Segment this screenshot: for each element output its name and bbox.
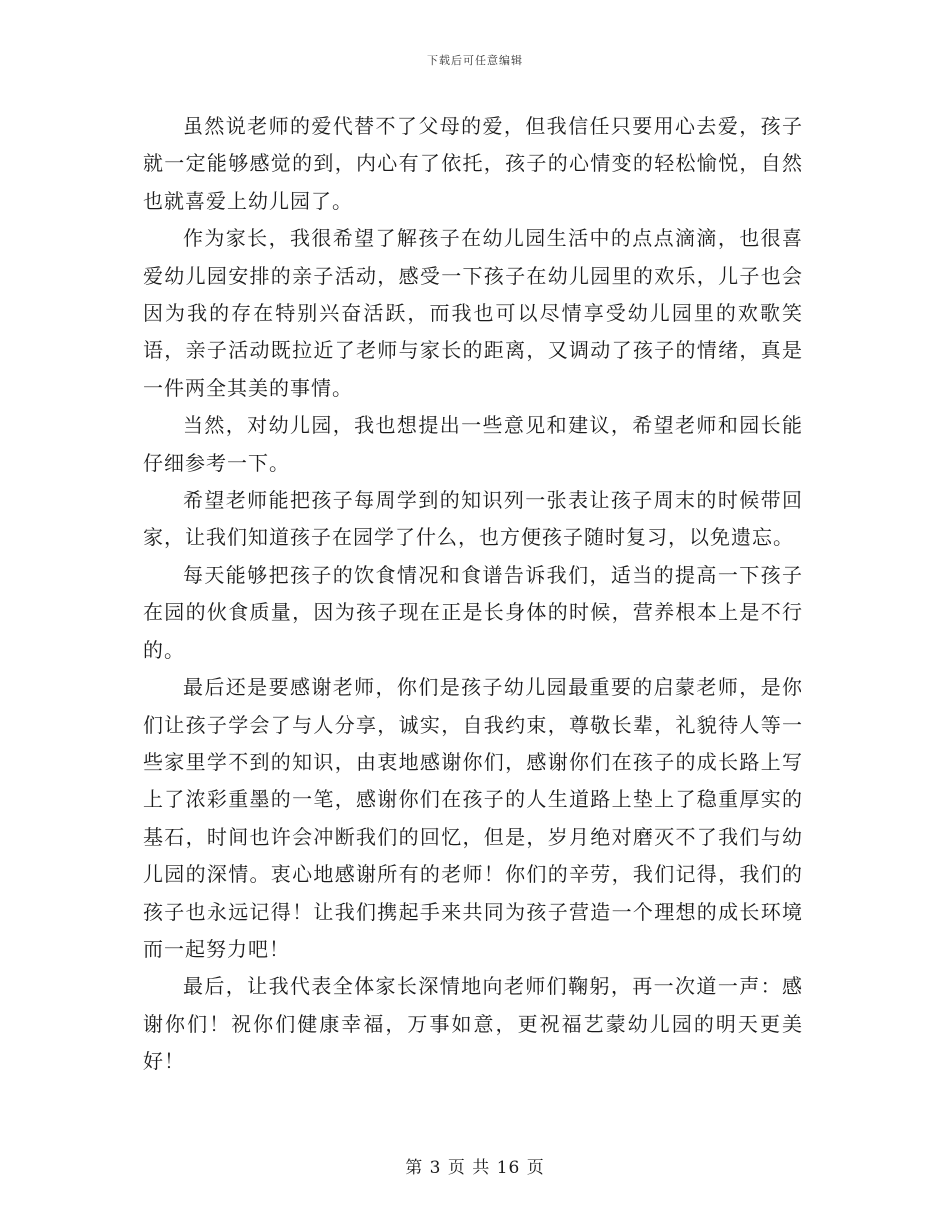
document-body (143, 108, 803, 1081)
paragraph: 希望老师能把孩子每周学到的知识列一张表让孩子周末的时候带回家，让我们知道孩子在园学了什么，也方便孩子随时复习，以免遗忘。 (143, 488, 803, 550)
page-header-note: 下载后可任意编辑 (427, 54, 523, 67)
paragraph: 虽然说老师的爱代替不了父母的爱，但我信任只要用心去爱，孩子就一定能够感觉的到，内心有了依托，孩子的心情变的轻松愉悦，自然也就喜爱上幼儿园了。 (143, 114, 803, 213)
paragraph: 最后还是要感谢老师，你们是孩子幼儿园最重要的启蒙老师，是你们让孩子学会了与人分享，诚实，自我约束，尊敬长辈，礼貌待人等一些家里学不到的知识，由衷地感谢你们，感谢你们在孩子的成长路上写上了浓彩重墨的一笔，感谢你们在孩子的人生道路上垫上了稳重厚实的基石，时间也许会冲断我们的回忆，但是，岁月绝对磨灭不了我们与幼儿园的深情。衷心地感谢所有的老师！你们的辛劳，我们记得，我们的孩子也永远记得！让我们携起手来共同为孩子营造一个理想的成长环境而一起努力吧！ (143, 675, 803, 961)
paragraph: 每天能够把孩子的饮食情况和食谱告诉我们，适当的提高一下孩子在园的伙食质量，因为孩子现在正是长身体的时候，营养根本上是不行的。 (143, 562, 803, 662)
page-number-footer: 第 3 页 共 16 页 (405, 1158, 545, 1178)
paragraph: 作为家长，我很希望了解孩子在幼儿园生活中的点点滴滴，也很喜爱幼儿园安排的亲子活动，感受一下孩子在幼儿园里的欢乐，儿子也会因为我的存在特别兴奋活跃，而我也可以尽情享受幼儿园里的欢歌笑语，亲子活动既拉近了老师与家长的距离，又调动了孩子的情绪，真是一件两全其美的事情。 (143, 226, 803, 400)
paragraph: 当然，对幼儿园，我也想提出一些意见和建议，希望老师和园长能仔细参考一下。 (143, 413, 803, 475)
paragraph: 最后，让我代表全体家长深情地向老师们鞠躬，再一次道一声：感谢你们！祝你们健康幸福，万事如意，更祝福艺蒙幼儿园的明天更美好！ (143, 974, 803, 1074)
